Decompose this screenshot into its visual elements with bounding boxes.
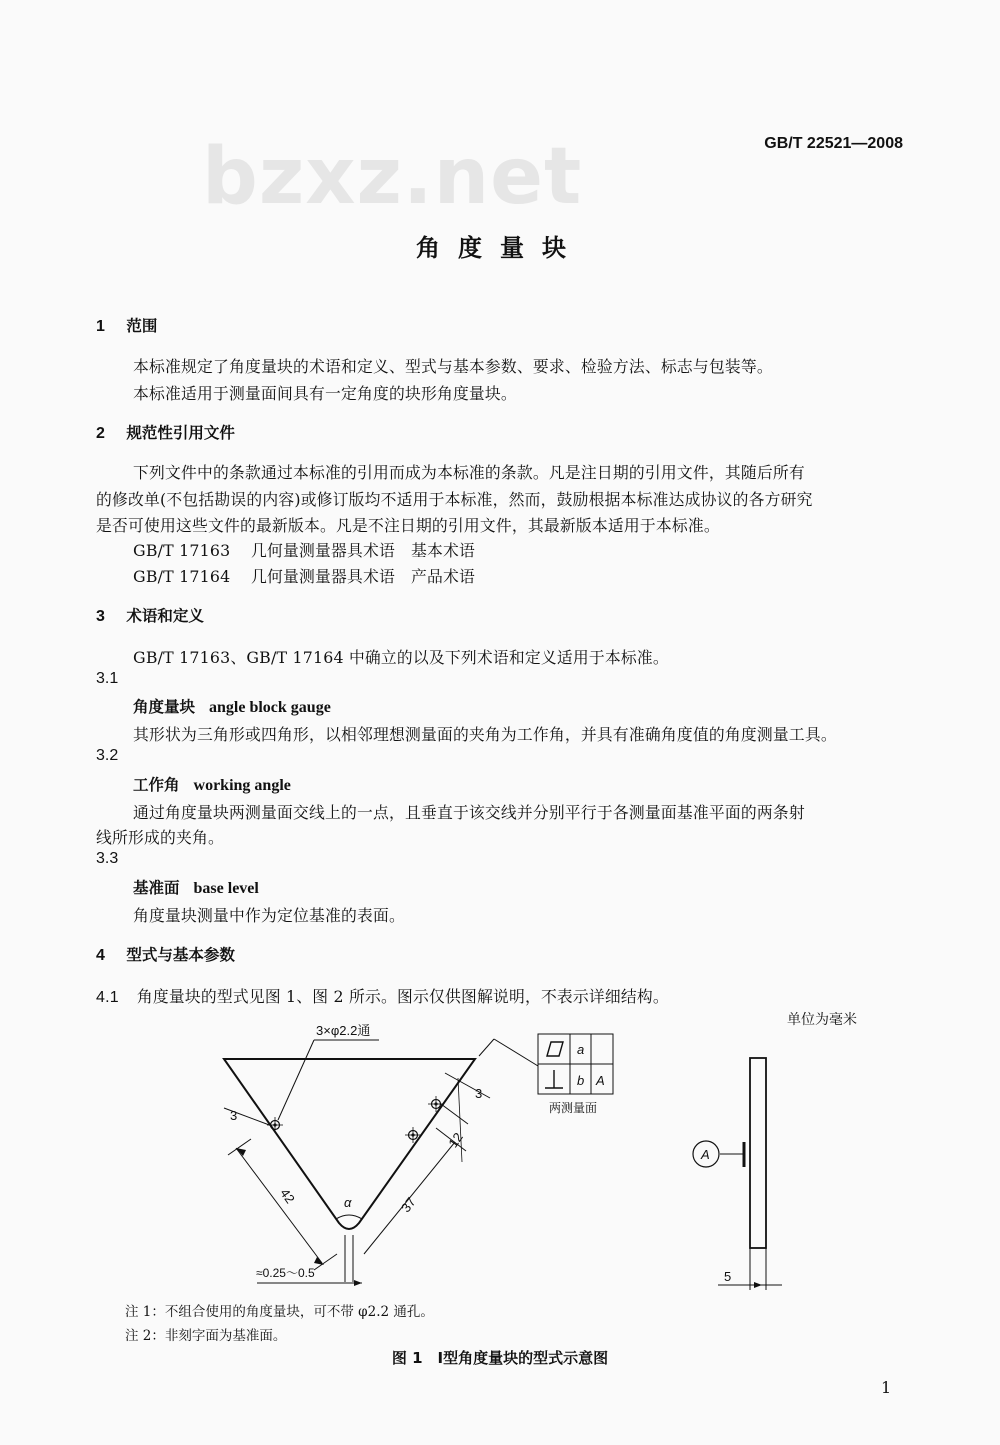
term-definition: 线所形成的夹角。 [96, 828, 224, 847]
document-title: 角度量块 [416, 234, 584, 262]
page-number: 1 [881, 1378, 892, 1397]
tolerance-a-label: a [577, 1042, 585, 1057]
section-title: 型式与基本参数 [126, 946, 235, 964]
term-number: 3.3 [96, 850, 119, 867]
subsection-text: 角度量块的型式见图 1、图 2 所示。图示仅供图解说明，不表示详细结构。 [136, 987, 669, 1006]
reference-code: GB/T 17163 [133, 541, 231, 560]
tip-dimension: ≈0.25～0.5 [256, 1266, 315, 1280]
reference-title: 几何量测量器具术语 产品术语 [251, 567, 475, 586]
term-chinese: 工作角 [133, 776, 180, 794]
term-chinese: 基准面 [133, 879, 180, 897]
term-definition: 其形状为三角形或四角形，以相邻理想测量面的夹角为工作角，并具有准确角度值的角度测量工具。 [133, 725, 837, 744]
term-chinese: 角度量块 [133, 698, 196, 716]
section-title: 术语和定义 [126, 607, 204, 625]
unit-note: 单位为毫米 [787, 1012, 857, 1028]
dimension-37: 37 [398, 1194, 419, 1216]
figure-caption: 图 1 Ⅰ型角度量块的型式示意图 [391, 1349, 609, 1367]
paragraph: 本标准规定了角度量块的术语和定义、型式与基本参数、要求、检验方法、标志与包装等。 [133, 357, 773, 376]
standard-number: GB/T 22521—2008 [764, 135, 903, 152]
tolerance-caption: 两测量面 [549, 1101, 598, 1115]
figure-note-1: 注 1：不组合使用的角度量块，可不带 φ2.2 通孔。 [125, 1304, 434, 1320]
side-dimension-5: 5 [724, 1269, 732, 1284]
term-english: working angle [193, 777, 291, 794]
term-number: 3.2 [96, 747, 119, 764]
flatness-icon [547, 1042, 563, 1056]
subsection-number: 4.1 [96, 989, 119, 1006]
term-english: base level [193, 880, 259, 897]
paragraph-line: 是否可使用这些文件的最新版本。凡是不注日期的引用文件，其最新版本适用于本标准。 [96, 516, 720, 535]
tolerance-b-label: b [577, 1073, 585, 1088]
dimension-3-left: 3 [230, 1108, 238, 1123]
section-number: 1 [96, 318, 105, 335]
term-definition: 角度量块测量中作为定位基准的表面。 [133, 906, 405, 925]
watermark: bzxz.net [202, 132, 583, 222]
paragraph-line: 下列文件中的条款通过本标准的引用而成为本标准的条款。凡是注日期的引用文件，其随后所有 [133, 463, 805, 482]
section-title: 规范性引用文件 [126, 424, 235, 442]
reference-code: GB/T 17164 [133, 567, 231, 586]
figure-note-2: 注 2：非刻字面为基准面。 [125, 1328, 287, 1344]
term-english: angle block gauge [209, 699, 331, 716]
term-number: 3.1 [96, 670, 119, 687]
reference-title: 几何量测量器具术语 基本术语 [251, 541, 475, 560]
side-view-block [750, 1058, 766, 1248]
dimension-12: 12 [445, 1129, 466, 1151]
datum-a-label: A [596, 1073, 605, 1088]
side-datum-label: A [701, 1147, 710, 1162]
term-definition: 通过角度量块两测量面交线上的一点，且垂直于该交线并分别平行于各测量面基准平面的两条射 [133, 803, 805, 822]
dimension-3-right: 3 [475, 1086, 483, 1101]
angle-alpha: α [344, 1195, 352, 1210]
paragraph: 本标准适用于测量面间具有一定角度的块形角度量块。 [133, 384, 517, 403]
paragraph: GB/T 17163、GB/T 17164 中确立的以及下列术语和定义适用于本标准。 [133, 648, 669, 667]
section-number: 4 [96, 947, 105, 964]
hole-spec-label: 3×φ2.2通 [316, 1023, 371, 1038]
section-title: 范围 [126, 317, 158, 335]
section-number: 3 [96, 608, 105, 625]
dimension-42: 42 [277, 1185, 298, 1207]
paragraph-line: 的修改单(不包括勘误的内容)或修订版均不适用于本标准，然而，鼓励根据本标准达成协议的各方研究 [96, 490, 813, 509]
section-number: 2 [96, 425, 105, 442]
